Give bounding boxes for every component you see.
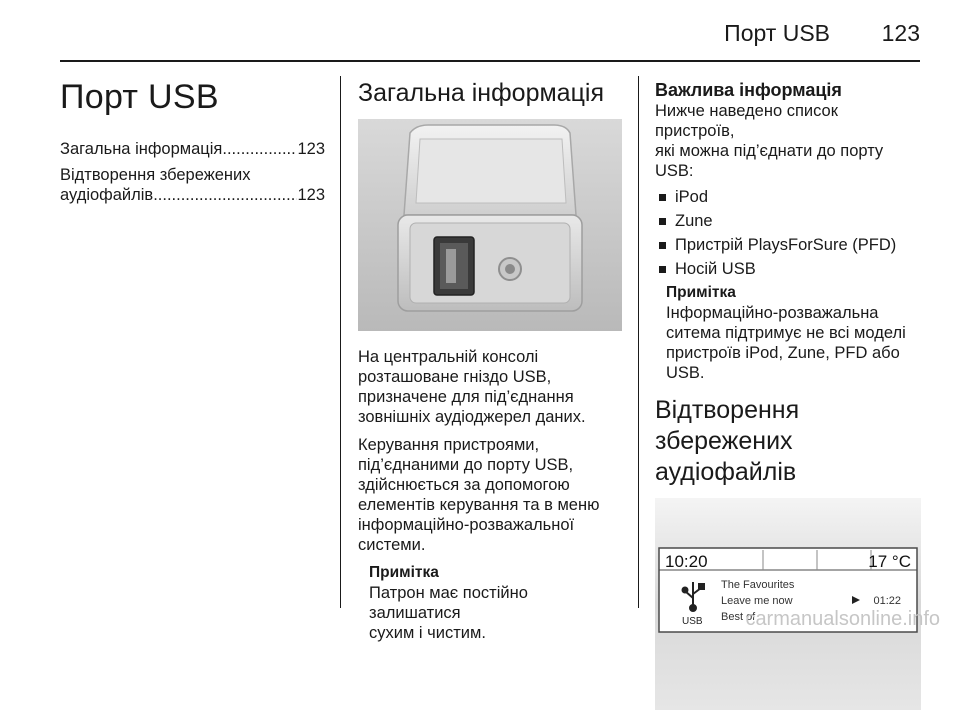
display-track-1: The Favourites [721,579,795,591]
column-1 [60,74,325,211]
running-header-title: Порт USB [724,20,830,46]
usb-socket-photo [358,119,622,331]
infotainment-display-image [655,498,921,710]
display-track-3: Best of [721,611,756,623]
toc-entry-playback[interactable]: Відтворення збережених аудіофайлів ..... 123 [60,165,325,205]
note-support [666,283,921,383]
list-item: iPod [655,187,921,207]
note-text: Інформаційно-розважальна ситема підтримує не всі моделі пристроїв iPod, Zune, PFD або USB. [666,304,906,382]
display-time: 10:20 [665,552,708,571]
page-number: 123 [881,20,920,46]
note-socket [369,563,624,643]
section-heading-general: Загальна інформація [358,79,604,107]
section-heading-important: Важлива інформація [655,80,842,100]
display-elapsed: 01:22 [873,595,901,607]
display-temperature: 17 °C [868,552,911,571]
device-list [655,187,921,279]
note-title: Примітка [369,564,439,581]
toc-entry-general[interactable]: Загальна інформація ..... 123 [60,139,325,159]
chapter-title: Порт USB [60,78,219,116]
section-heading-playback: Відтворення збережених аудіофайлів [655,396,800,486]
intro-paragraph: На центральній консолі розташоване гніздо USB, призначене для під’єднання зовнішніх аудіоджерел даних. [358,348,586,426]
list-item: Пристрій PlaysForSure (PFD) [655,235,921,255]
display-track-2: Leave me now [721,595,793,607]
control-paragraph: Керування пристроями, під’єднаними до порту USB, здійснюється за допомогою елементів керування та в меню інформаційно-розважальної системи. [358,436,600,554]
note-text: Патрон має постійно залишатися сухим і чистим. [369,584,528,642]
devices-intro: Нижче наведено список пристроїв, які можна під’єднати до порту USB: [655,102,884,180]
note-title: Примітка [666,284,736,301]
list-item: Zune [655,211,921,231]
display-source: USB [682,616,703,627]
column-2 [358,74,624,643]
header-rule [60,60,920,62]
watermark: carmanualsonline.info [745,608,940,630]
list-item: Носій USB [655,259,921,279]
column-divider-2 [638,76,639,608]
column-divider-1 [340,76,341,608]
